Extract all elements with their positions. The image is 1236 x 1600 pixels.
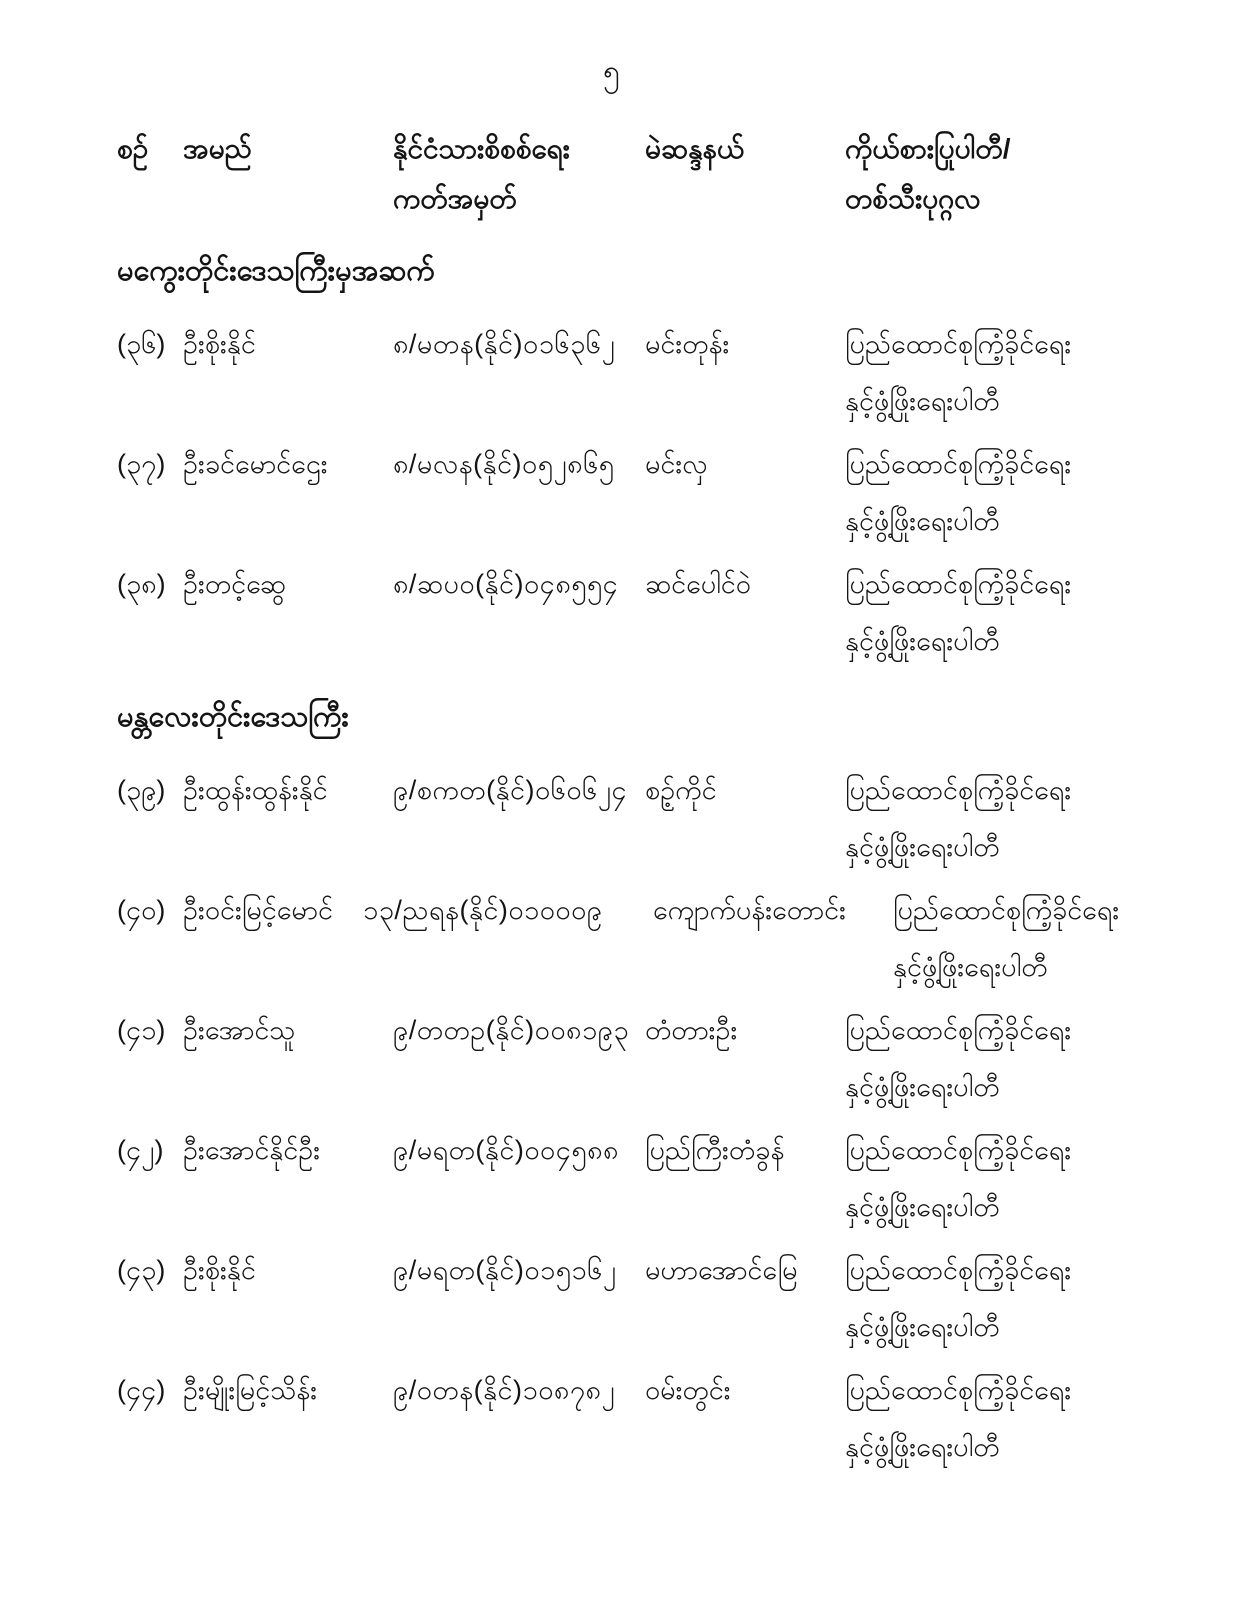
cell-party-line2: နှင့်ဖွံ့ဖြိုးရေးပါတီ [845,386,1000,416]
cell-name: ဦးဝင်းမြင့်မောင် [183,895,333,925]
cell-party-line1: ပြည်ထောင်စုကြံ့ခိုင်ရေး [845,775,1072,805]
cell-no: (၄၄) [117,1375,166,1405]
cell-name: ဦးခင်မောင်ဌေး [183,449,328,479]
cell-party-line1: ပြည်ထောင်စုကြံ့ခိုင်ရေး [845,1015,1072,1045]
cell-nrc: ၈/ဆပဝ(နိုင်)၀၄၈၅၅၄ [393,569,619,599]
cell-party-line2: နှင့်ဖွံ့ဖြိုးရေးပါတီ [893,952,1048,982]
table-header [117,124,1116,224]
cell-nrc: ၉/ဝတန(နိုင်)၁၀၈၇၈၂ [393,1375,616,1405]
cell-party [845,1362,1116,1476]
table-row [117,882,1120,996]
cell-name: ဦးစိုးနိုင် [183,329,256,359]
cell-party [845,1002,1116,1116]
cell-party-line1: ပြည်ထောင်စုကြံ့ခိုင်ရေး [893,895,1120,925]
cell-party-line1: ပြည်ထောင်စုကြံ့ခိုင်ရေး [845,1135,1072,1165]
table-row [117,1242,1116,1356]
cell-nrc: ၁၃/ညရန(နိုင်)၀၁၀၀၀၉ [363,895,603,925]
cell-no: (၄၃) [117,1255,166,1285]
cell-no: (၄၀) [117,895,166,925]
cell-party-line2: နှင့်ဖွံ့ဖြိုးရေးပါတီ [845,1072,1000,1102]
cell-nrc: ၈/မတန(နိုင်)၀၁၆၃၆၂ [393,329,616,359]
cell-name: ဦးတင့်ဆွေ [183,569,286,599]
cell-party [893,882,1119,996]
cell-name: ဦးထွန်းထွန်းနိုင် [183,775,328,805]
cell-nrc: ၉/တတဥ(နိုင်)၀၀၈၁၉၃ [393,1015,630,1045]
cell-constituency: မင်းလှ [645,449,708,479]
header-name: အမည် [183,133,252,164]
cell-party-line1: ပြည်ထောင်စုကြံ့ခိုင်ရေး [845,329,1072,359]
header-no: စဉ် [117,133,149,164]
cell-no: (၃၈) [117,569,166,599]
header-constituency: မဲဆန္ဒနယ် [645,133,745,164]
cell-party [845,1242,1116,1356]
header-nrc-line2: ကတ်အမှတ် [393,183,517,214]
cell-constituency: မဟာအောင်မြေ [645,1255,798,1285]
cell-name: ဦးအောင်နိုင်ဦး [183,1135,321,1165]
cell-name: ဦးမျိုးမြင့်သိန်း [183,1375,318,1405]
header-nrc-line1: နိုင်ငံသားစိစစ်ရေး [393,133,570,164]
table-row [117,762,1116,876]
cell-no: (၃၆) [117,329,166,359]
cell-party-line2: နှင့်ဖွံ့ဖြိုးရေးပါတီ [845,1432,1000,1462]
cell-party [845,762,1116,876]
cell-nrc: ၉/မရတ(နိုင်)၀၁၅၁၆၂ [393,1255,617,1285]
cell-party-line1: ပြည်ထောင်စုကြံ့ခိုင်ရေး [845,569,1072,599]
cell-party-line2: နှင့်ဖွံ့ဖြိုးရေးပါတီ [845,626,1000,656]
cell-no: (၄၁) [117,1015,166,1045]
cell-nrc: ၈/မလန(နိုင်)၀၅၂၈၆၅ [393,449,615,479]
cell-party [845,436,1116,550]
table-row [117,436,1116,550]
cell-party [845,1122,1116,1236]
table-row [117,1002,1116,1116]
cell-nrc: ၉/စကတ(နိုင်)၀၆၀၆၂၄ [393,775,628,805]
table-row [117,316,1116,430]
cell-party-line2: နှင့်ဖွံ့ဖြိုးရေးပါတီ [845,506,1000,536]
cell-party [845,316,1116,430]
cell-constituency: တံတားဦး [645,1015,738,1045]
cell-party-line1: ပြည်ထောင်စုကြံ့ခိုင်ရေး [845,1255,1072,1285]
section-title-mandalay: မန္တလေးတိုင်းဒေသကြီး [117,701,349,733]
cell-name: ဦးစိုးနိုင် [183,1255,256,1285]
cell-constituency: ဆင်ပေါင်ဝဲ [645,569,751,599]
cell-no: (၃၉) [117,775,166,805]
table-row [117,1362,1116,1476]
cell-no: (၃၇) [117,449,166,479]
cell-constituency: ဝမ်းတွင်း [645,1375,731,1405]
cell-constituency: မင်းတုန်း [645,329,730,359]
cell-party-line2: နှင့်ဖွံ့ဖြိုးရေးပါတီ [845,1192,1000,1222]
table-row [117,556,1116,670]
cell-name: ဦးအောင်သူ [183,1015,296,1045]
cell-no: (၄၂) [117,1135,164,1165]
cell-nrc: ၉/မရတ(နိုင်)၀၀၄၅၈၈ [393,1135,619,1165]
section-title-magway-continued: မကွေးတိုင်းဒေသကြီးမှအဆက် [117,255,435,287]
cell-party [845,556,1116,670]
header-party-line2: တစ်သီးပုဂ္ဂလ [845,183,981,214]
cell-constituency: ကျောက်ပန်းတောင်း [653,895,846,925]
page-number: ၅ [603,55,620,88]
cell-party-line2: နှင့်ဖွံ့ဖြိုးရေးပါတီ [845,832,1000,862]
cell-party-line1: ပြည်ထောင်စုကြံ့ခိုင်ရေး [845,1375,1072,1405]
table-row [117,1122,1116,1236]
header-nrc [393,124,645,224]
header-party [845,124,1116,224]
cell-party-line1: ပြည်ထောင်စုကြံ့ခိုင်ရေး [845,449,1072,479]
cell-party-line2: နှင့်ဖွံ့ဖြိုးရေးပါတီ [845,1312,1000,1342]
cell-constituency: စဉ့်ကိုင် [645,775,717,805]
header-party-line1: ကိုယ်စားပြုပါတီ/ [845,133,1011,164]
cell-constituency: ပြည်ကြီးတံခွန် [645,1135,785,1165]
